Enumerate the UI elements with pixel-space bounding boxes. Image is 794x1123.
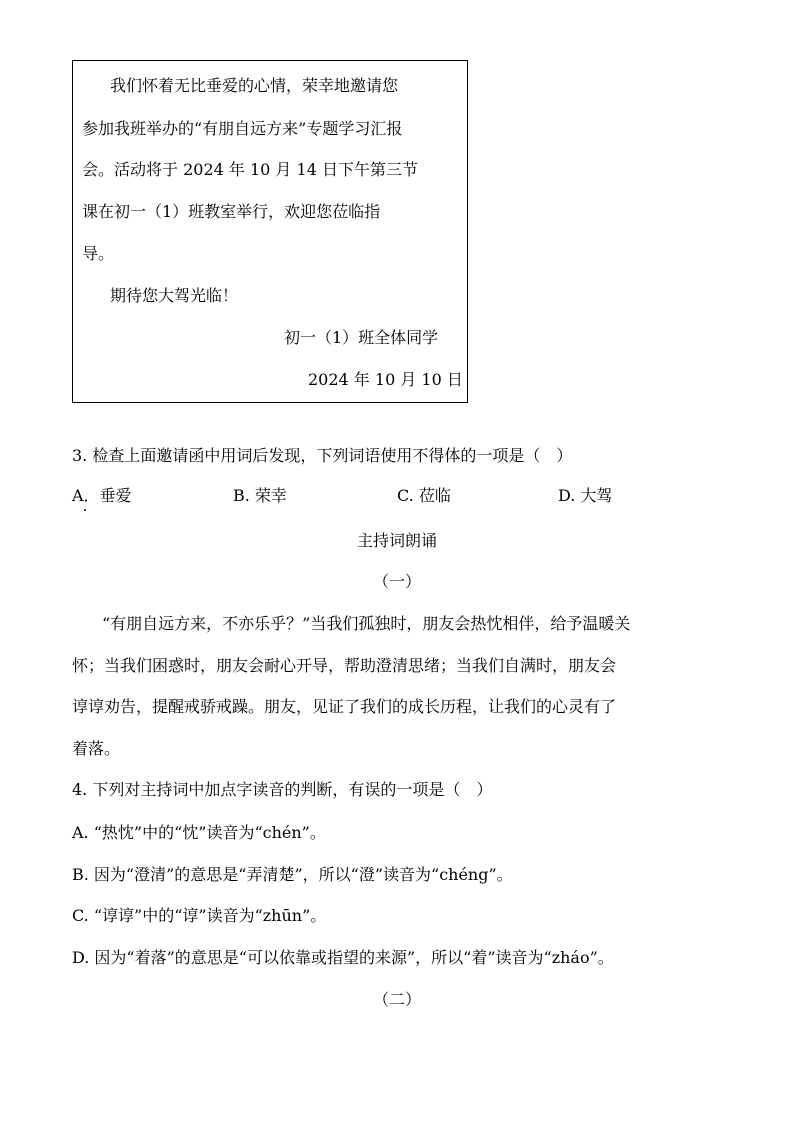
invitation-date: 2024 年 10 月 10 日	[308, 370, 463, 389]
question-3-option-d: D. 大驾	[558, 486, 613, 505]
invitation-line: 导。	[82, 244, 115, 263]
question-3-stem: 3. 检查上面邀请函中用词后发现，下列词语使用不得体的一项是（ ）	[72, 446, 573, 465]
invitation-line: 会。活动将于 2024 年 10 月 14 日下午第三节	[82, 160, 418, 179]
question-4-stem: 4. 下列对主持词中加点字读音的判断，有误的一项是（ ）	[72, 780, 493, 799]
invitation-box	[72, 60, 468, 403]
question-3-option-c: C. 莅临	[397, 486, 451, 505]
question-4-option-b: B. 因为“澄清”的意思是“弄清楚”，所以“澄”读音为“chéng”。	[72, 865, 513, 884]
question-3-option-a: A．垂爱	[72, 486, 132, 505]
invitation-line: 课在初一（1）班教室举行，欢迎您莅临指	[82, 202, 381, 221]
question-4-option-d: D. 因为“着落”的意思是“可以依靠或指望的来源”，所以“着”读音为“zháo”。	[72, 948, 614, 967]
question-4-option-a: A. “热忱”中的“忱”读音为“chén”。	[72, 823, 326, 842]
invitation-line: 参加我班举办的“有朋自远方来”专题学习汇报	[82, 119, 403, 138]
emphasis-dot	[84, 509, 86, 511]
passage-line: “有朋自远方来，不亦乐乎？”当我们孤独时，朋友会热忱相伴，给予温暖关	[102, 614, 631, 633]
invitation-line: 我们怀着无比垂爱的心情，荣幸地邀请您	[110, 76, 399, 95]
section-title: 主持词朗诵	[356, 531, 437, 550]
question-3-option-b: B. 荣幸	[233, 486, 287, 505]
invitation-closing: 期待您大驾光临！	[110, 286, 239, 305]
question-4-option-c: C. “谆谆”中的“谆”读音为“zhūn”。	[72, 906, 327, 925]
section-part-2: （二）	[372, 990, 421, 1009]
passage-line: 着落。	[72, 739, 121, 758]
invitation-signature: 初一（1）班全体同学	[284, 328, 439, 347]
passage-line: 谆谆劝告，提醒戒骄戒躁。朋友，见证了我们的成长历程，让我们的心灵有了	[72, 697, 617, 716]
passage-line: 怀；当我们困惑时，朋友会耐心开导，帮助澄清思绪；当我们自满时，朋友会	[72, 656, 617, 675]
section-part-1: （一）	[372, 572, 421, 591]
